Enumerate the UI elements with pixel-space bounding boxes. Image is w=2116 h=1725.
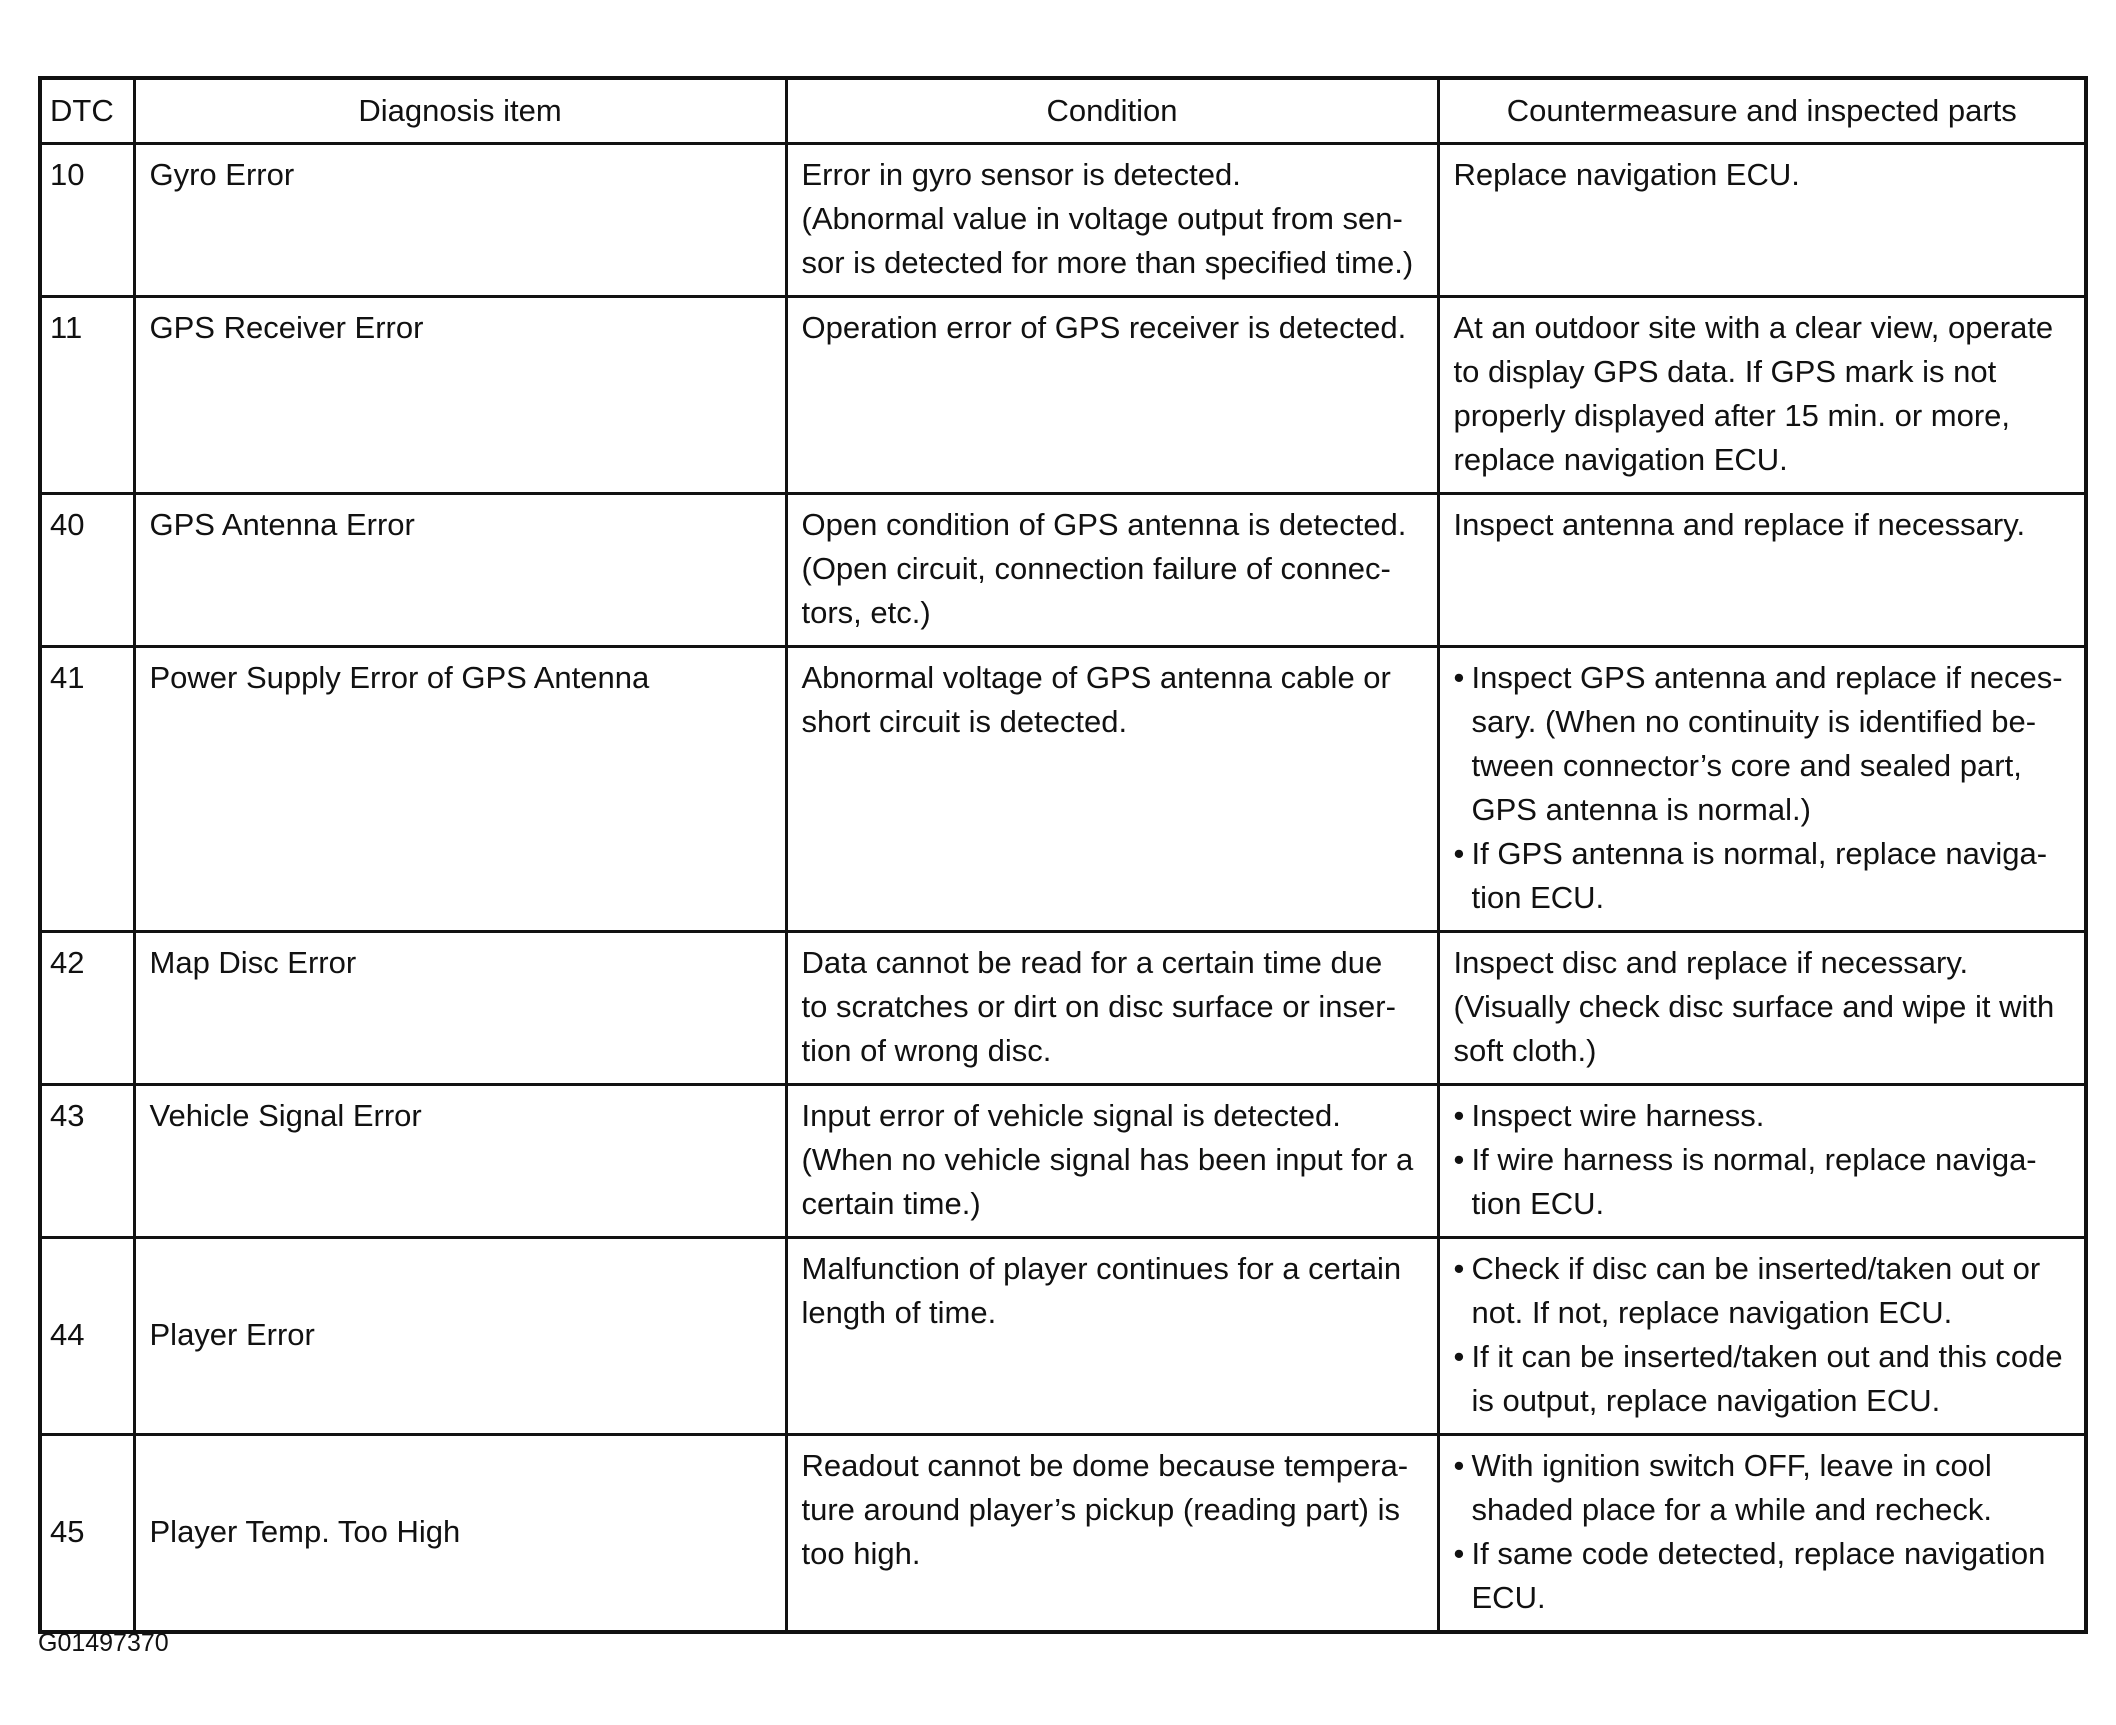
dtc-code: 40 xyxy=(40,494,134,647)
bullet-item: • Inspect GPS antenna and replace if neces- sary. (When no continuity is identified be- tween connector’s core and sealed part, GPS antenna is normal.) xyxy=(1453,660,2063,827)
dtc-code: 43 xyxy=(40,1085,134,1238)
countermeasure-cell: At an outdoor site with a clear view, operate to display GPS data. If GPS mark is not properly displayed after 15 min. or more, replace navigation ECU. xyxy=(1438,297,2086,494)
figure-id-label: G01497370 xyxy=(38,1629,169,1657)
condition-cell: Data cannot be read for a certain time due to scratches or dirt on disc surface or inser- tion of wrong disc. xyxy=(786,932,1438,1085)
diagnosis-item: GPS Receiver Error xyxy=(134,297,786,494)
table-row-43 xyxy=(40,1085,2086,1238)
header-dtc: DTC xyxy=(40,78,134,144)
condition-cell: Readout cannot be dome because tempera- ture around player’s pickup (reading part) is too high. xyxy=(786,1435,1438,1633)
countermeasure-cell: Replace navigation ECU. xyxy=(1438,144,2086,297)
table-row-10 xyxy=(40,144,2086,297)
table-row-45 xyxy=(40,1435,2086,1633)
diagnosis-item: Power Supply Error of GPS Antenna xyxy=(134,647,786,932)
countermeasure-cell xyxy=(1438,1238,2086,1435)
table-row-40 xyxy=(40,494,2086,647)
bullet-item: • If same code detected, replace navigation ECU. xyxy=(1453,1536,2046,1615)
bullet-item: • With ignition switch OFF, leave in cool shaded place for a while and recheck. xyxy=(1453,1448,1992,1527)
table-row-41 xyxy=(40,647,2086,932)
table-header-row xyxy=(40,78,2086,144)
dtc-code: 42 xyxy=(40,932,134,1085)
condition-cell: Abnormal voltage of GPS antenna cable or short circuit is detected. xyxy=(786,647,1438,932)
condition-cell: Operation error of GPS receiver is detected. xyxy=(786,297,1438,494)
table-row-42 xyxy=(40,932,2086,1085)
bullet-item: • If wire harness is normal, replace naviga- tion ECU. xyxy=(1453,1142,2037,1221)
bullet-item: • Inspect wire harness. xyxy=(1453,1098,1765,1133)
header-diagnosis-item: Diagnosis item xyxy=(134,78,786,144)
bullet-item: • If GPS antenna is normal, replace naviga- tion ECU. xyxy=(1453,836,2048,915)
diagnosis-item: Map Disc Error xyxy=(134,932,786,1085)
diagnosis-item: Player Error xyxy=(134,1238,786,1435)
diagnosis-item: GPS Antenna Error xyxy=(134,494,786,647)
countermeasure-cell: Inspect antenna and replace if necessary. xyxy=(1438,494,2086,647)
dtc-code: 10 xyxy=(40,144,134,297)
dtc-code: 11 xyxy=(40,297,134,494)
diagnosis-item: Player Temp. Too High xyxy=(134,1435,786,1633)
dtc-code: 45 xyxy=(40,1435,134,1633)
condition-cell: Error in gyro sensor is detected. (Abnormal value in voltage output from sen- sor is detected for more than specified time.) xyxy=(786,144,1438,297)
countermeasure-cell xyxy=(1438,647,2086,932)
condition-cell: Malfunction of player continues for a certain length of time. xyxy=(786,1238,1438,1435)
dtc-code: 44 xyxy=(40,1238,134,1435)
table-row-44 xyxy=(40,1238,2086,1435)
header-countermeasure: Countermeasure and inspected parts xyxy=(1438,78,2086,144)
diagnosis-item: Gyro Error xyxy=(134,144,786,297)
bullet-item: • If it can be inserted/taken out and this code is output, replace navigation ECU. xyxy=(1453,1339,2063,1418)
countermeasure-cell xyxy=(1438,1085,2086,1238)
condition-cell: Input error of vehicle signal is detected. (When no vehicle signal has been input for a certain time.) xyxy=(786,1085,1438,1238)
diagnosis-item: Vehicle Signal Error xyxy=(134,1085,786,1238)
bullet-item: • Check if disc can be inserted/taken out or not. If not, replace navigation ECU. xyxy=(1453,1251,2041,1330)
dtc-code: 41 xyxy=(40,647,134,932)
table-row-11 xyxy=(40,297,2086,494)
header-condition: Condition xyxy=(786,78,1438,144)
condition-cell: Open condition of GPS antenna is detected. (Open circuit, connection failure of connec- tors, etc.) xyxy=(786,494,1438,647)
dtc-diagnosis-table xyxy=(38,76,2088,1634)
countermeasure-cell: Inspect disc and replace if necessary. (Visually check disc surface and wipe it with soft cloth.) xyxy=(1438,932,2086,1085)
countermeasure-cell xyxy=(1438,1435,2086,1633)
